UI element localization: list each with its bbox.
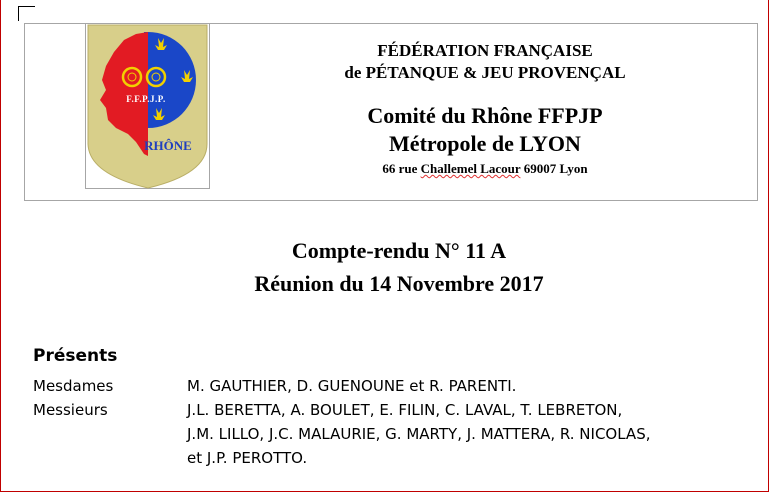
messieurs-row: [33, 398, 763, 422]
title-line-2: Réunion du 14 Novembre 2017: [254, 271, 544, 296]
messieurs-names-3: et J.P. PEROTTO.: [187, 449, 308, 467]
logo-region: RHÔNE: [144, 138, 192, 153]
committee-line-2: Métropole de LYON: [389, 131, 581, 156]
document-title: [0, 234, 769, 300]
address-street: Challemel Lacour: [420, 161, 521, 176]
address-prefix: 66 rue: [382, 161, 421, 176]
messieurs-names-1: J.L. BERETTA, A. BOULET, E. FILIN, C. LAVAL, T. LEBRETON,: [187, 401, 623, 419]
federation-line-2: de PÉTANQUE & JEU PROVENÇAL: [344, 63, 626, 82]
presents-heading: Présents: [33, 346, 118, 366]
ffpjp-rhone-logo: [86, 24, 211, 189]
messieurs-names-2: J.M. LILLO, J.C. MALAURIE, G. MARTY, J. MATTERA, R. NICOLAS,: [187, 425, 651, 443]
mesdames-row: [33, 374, 763, 398]
messieurs-row-end: [33, 446, 763, 470]
address-suffix: 69007 Lyon: [520, 161, 588, 176]
committee-line-1: Comité du Rhône FFPJP: [367, 103, 603, 128]
messieurs-label: Messieurs: [33, 401, 108, 419]
spacer: [33, 446, 187, 470]
attendees-list: [33, 374, 763, 470]
logo-cell: [85, 24, 210, 189]
spacer: [33, 422, 187, 446]
margin-corner-mark: [18, 6, 35, 21]
letterhead-table: [24, 23, 758, 201]
mesdames-label: Mesdames: [33, 377, 114, 395]
mesdames-names: M. GAUTHIER, D. GUENOUNE et R. PARENTI.: [187, 377, 517, 395]
organization-info: [225, 40, 745, 179]
messieurs-row-cont: [33, 422, 763, 446]
address: [225, 159, 745, 179]
title-line-1: Compte-rendu N° 11 A: [291, 238, 507, 263]
logo-acronym: F.F.P.J.P.: [126, 94, 166, 104]
federation-line-1: FÉDÉRATION FRANÇAISE: [377, 41, 593, 60]
